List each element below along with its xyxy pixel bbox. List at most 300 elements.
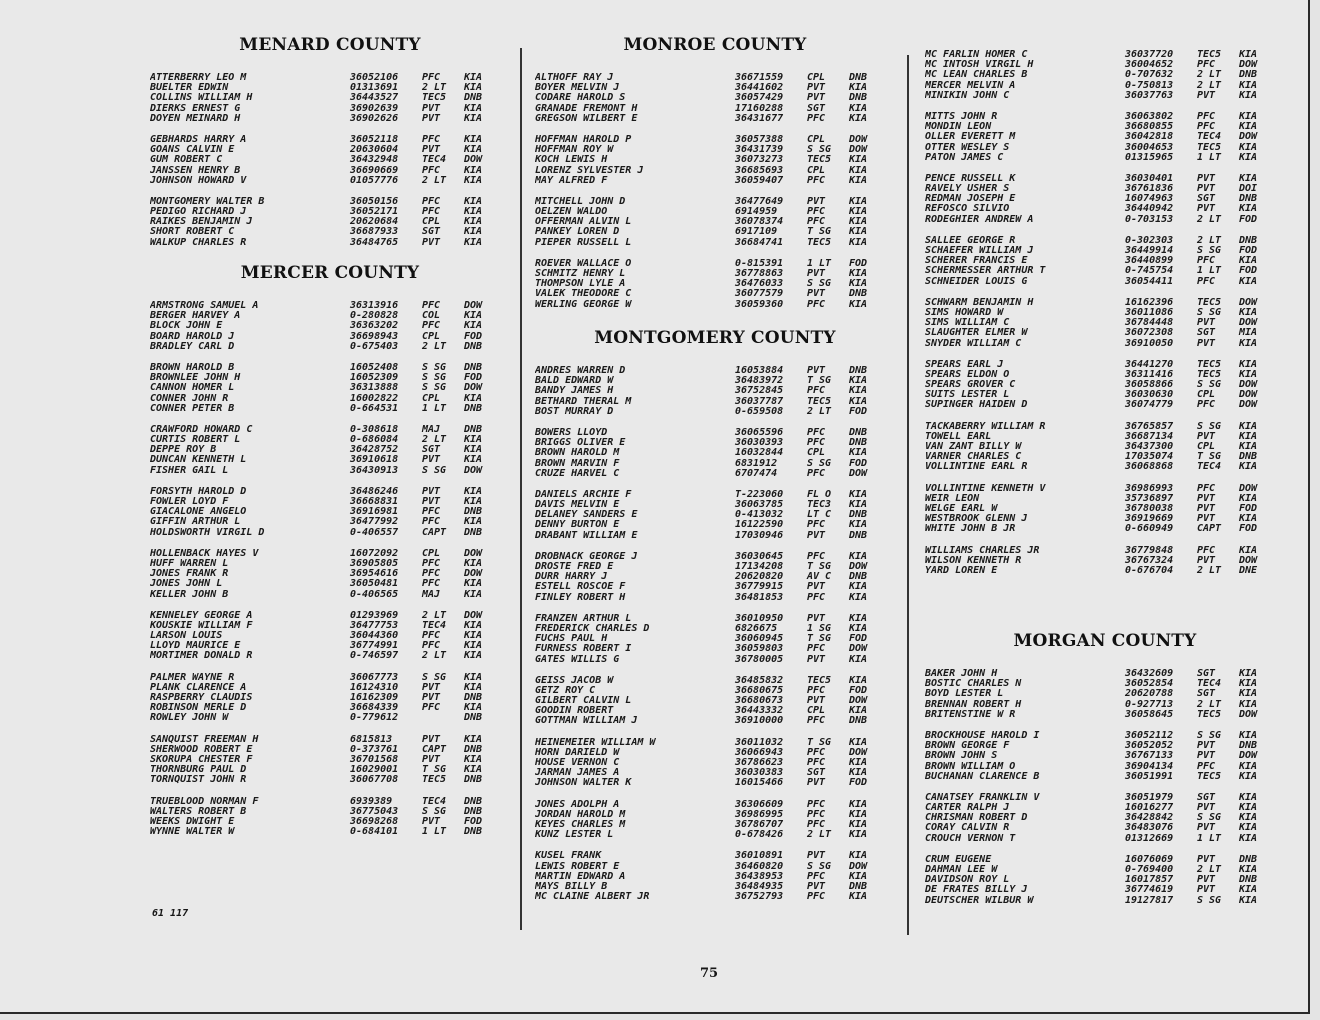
casualty-name: CARTER RALPH J [925,803,1010,814]
serial-number: 36774991 [350,640,399,652]
casualty-name: CROUCH VERNON T [925,833,1016,844]
casualty-status: KIA [1239,172,1258,184]
casualty-row [150,641,510,651]
casualty-status: KIA [1239,513,1258,525]
casualty-status: KIA [849,653,868,665]
casualty-row [150,528,510,538]
rank: T SG [807,633,832,645]
casualty-name: SLAUGHTER ELMER W [925,328,1028,339]
serial-number: 36052854 [1125,678,1174,690]
casualty-status: FOD [1239,245,1258,256]
casualty-status: KIA [1239,492,1258,504]
casualty-row [535,800,895,810]
casualty-status: FOD [464,372,483,384]
serial-number: 36698268 [350,815,399,827]
rank: S SG [422,805,447,817]
casualty-status: KIA [1239,430,1258,442]
casualty-status: KIA [849,891,868,903]
serial-number: 36443527 [350,92,399,104]
casualty-row [150,765,510,775]
casualty-row [925,298,1285,308]
casualty-name: JOHNSON HOWARD V [150,175,247,186]
county-title: MONTGOMERY COUNTY [594,328,836,348]
rank: PVT [1197,203,1216,215]
serial-number: 0-675403 [350,340,399,352]
casualty-status: DNB [849,715,868,727]
record-group [150,487,510,538]
casualty-status: KIA [1239,337,1258,349]
casualty-name: DELANEY SANDERS E [535,510,638,521]
casualty-row [925,204,1285,214]
serial-number: 16052309 [350,372,399,384]
serial-number: 16162309 [350,692,399,703]
casualty-status: DNB [464,743,483,755]
casualty-row [535,820,895,830]
casualty-name: BRIGGS OLIVER E [535,438,626,449]
casualty-status: FOD [1239,502,1258,514]
rank: SGT [422,226,441,238]
rank: 2 LT [422,650,447,662]
rank: PVT [422,236,441,248]
casualty-row [535,686,895,696]
casualty-name: COLLINS WILLIAM H [150,93,253,104]
casualty-row [535,582,895,592]
casualty-status: FOD [849,777,868,789]
serial-number: 36460820 [735,860,784,872]
casualty-status: KIA [1239,89,1258,101]
casualty-row [150,425,510,435]
rank: MAJ [422,588,441,600]
casualty-row [925,432,1285,442]
casualty-status: KIA [1239,544,1258,556]
casualty-status: DOW [464,568,483,580]
casualty-row [535,572,895,582]
rank: PVT [1197,430,1216,442]
rank: PVT [1197,884,1216,896]
casualty-status: FOD [849,405,868,417]
casualty-name: DIERKS ERNEST G [150,103,241,114]
casualty-name: THORNBURG PAUL D [150,765,247,776]
casualty-name: RODEGHIER ANDREW A [925,214,1034,225]
county-section [150,31,510,259]
serial-number: 36483076 [1125,822,1174,834]
rank: PFC [807,298,826,310]
casualty-status: DNB [849,72,868,83]
rank: PVT [422,112,441,124]
casualty-row [535,778,895,788]
casualty-name: MC FARLIN HOMER C [925,50,1028,60]
rank: TEC5 [1197,358,1222,370]
casualty-status: DOW [464,300,483,311]
rank: 2 LT [1197,79,1222,91]
casualty-status: KIA [1239,255,1258,267]
casualty-row [535,259,895,269]
serial-number: 36477992 [350,516,399,528]
casualty-status: DOW [849,695,868,707]
casualty-status: DOW [849,860,868,872]
casualty-status: KIA [849,519,868,531]
casualty-status: DNB [464,826,483,838]
casualty-status: KIA [1239,461,1258,473]
casualty-row [925,885,1285,895]
casualty-row [925,710,1285,720]
casualty-row [535,428,895,438]
casualty-status: KIA [464,516,483,528]
rank: PFC [807,643,826,655]
county-section [535,324,895,913]
serial-number: 6826675 [735,622,778,634]
rank: TEC5 [1197,49,1222,60]
casualty-name: OLLER EVERETT M [925,132,1016,143]
record-group [925,112,1285,163]
casualty-row [535,634,895,644]
rank: PFC [807,798,826,810]
casualty-row [535,768,895,778]
casualty-name: KOUSKIE WILLIAM F [150,620,253,631]
casualty-name: DAVIS MELVIN E [535,500,620,511]
casualty-status: KIA [849,757,868,768]
record-group [535,851,895,902]
casualty-row [535,614,895,624]
rank: PFC [807,174,826,186]
casualty-status: DNB [1239,853,1258,865]
casualty-status: KIA [1239,151,1258,163]
rank: S SG [422,361,447,373]
county-title: MERCER COUNTY [240,263,420,283]
casualty-row [925,266,1285,276]
casualty-status: KIA [1239,358,1258,370]
casualty-status: KIA [1239,678,1258,690]
casualty-name: SUPINGER HAIDEN D [925,400,1028,411]
casualty-row [150,227,510,237]
casualty-name: GIACALONE ANGELO [150,507,247,518]
casualty-row [925,112,1285,122]
casualty-name: CRUZE HARVEL C [535,468,620,479]
casualty-name: GATES WILLIS G [535,654,620,665]
casualty-row [925,390,1285,400]
serial-number: 36052106 [350,72,399,83]
footer-code: 61 117 [152,908,189,919]
serial-number: 6914959 [735,206,778,218]
casualty-name: PLANK CLARENCE A [150,682,247,693]
serial-number: 36778863 [735,268,784,279]
casualty-name: CURTIS ROBERT L [150,435,241,446]
casualty-name: FORSYTH HAROLD D [150,486,247,497]
serial-number: 36701568 [350,753,399,765]
serial-number: 36761836 [1125,183,1174,195]
rank: PVT [1197,554,1216,566]
casualty-name: JOHNSON WALTER K [535,778,632,789]
rank: PFC [1197,544,1216,556]
casualty-status: DNB [849,529,868,541]
casualty-status: DNB [464,774,483,786]
casualty-status: KIA [849,375,868,387]
casualty-row [925,731,1285,741]
casualty-row [925,813,1285,823]
casualty-status: KIA [464,216,483,228]
casualty-status: KIA [849,236,868,248]
casualty-status: DOW [464,154,483,166]
serial-number: 36050481 [350,578,399,590]
casualty-name: BUELTER EDWIN [150,83,229,94]
casualty-name: JARMAN JAMES A [535,768,620,779]
serial-number: 36476033 [735,278,784,290]
serial-number: 36313916 [350,300,399,311]
record-group [150,549,510,600]
record-group [150,363,510,414]
casualty-status: KIA [849,850,868,862]
serial-number: 36752845 [735,385,784,397]
rank: PFC [422,702,441,714]
record-group [535,614,895,665]
casualty-row [150,693,510,703]
casualty-status: DNB [849,437,868,449]
casualty-row [535,386,895,396]
serial-number: 16122590 [735,519,784,531]
serial-number: 0-703153 [1125,213,1174,225]
casualty-status: KIA [464,640,483,652]
casualty-status: DOW [1239,59,1258,71]
serial-number: 36044360 [350,630,399,642]
casualty-row [150,713,510,723]
casualty-status: KIA [1239,802,1258,814]
rank: SGT [422,444,441,456]
casualty-name: WYNNE WALTER W [150,827,235,838]
casualty-name: ANDRES WARREN D [535,366,626,376]
serial-number: 36786707 [735,818,784,830]
casualty-name: BROWN HAROLD B [150,362,235,373]
casualty-name: OTTER WESLEY S [925,142,1010,153]
rank: PFC [807,808,826,820]
serial-number: 36010950 [735,612,784,624]
serial-number: 36052171 [350,206,399,218]
casualty-status: KIA [849,736,868,748]
casualty-row [150,755,510,765]
rank: PVT [422,681,441,693]
casualty-status: DNB [464,526,483,538]
rank: CPL [1197,389,1216,401]
rank: S SG [422,382,447,394]
casualty-row [150,301,510,311]
serial-number: 36065596 [735,426,784,438]
casualty-name: SPEARS GROVER C [925,380,1016,391]
serial-number: 0-676704 [1125,564,1174,576]
casualty-name: DAVIDSON ROY L [925,875,1010,886]
casualty-row [150,93,510,103]
rank: CPL [1197,441,1216,452]
casualty-name: PEDIGO RICHARD J [150,207,247,218]
rank: 2 LT [422,609,447,621]
serial-number: 17134208 [735,561,784,572]
serial-number: 36786623 [735,757,784,768]
casualty-name: RAIKES BENJAMIN J [150,217,253,228]
casualty-status: KIA [464,195,483,207]
serial-number: 36774619 [1125,884,1174,896]
casualty-name: KUNZ LESTER L [535,830,614,841]
casualty-name: MAYS BILLY B [535,881,608,892]
rank: PFC [807,437,826,449]
casualty-name: SCHNEIDER LOUIS G [925,276,1028,287]
serial-number: 36058866 [1125,379,1174,391]
casualty-row [925,514,1285,524]
rank: PFC [422,133,441,145]
casualty-status: KIA [1239,894,1258,906]
casualty-name: SUITS LESTER L [925,390,1010,401]
casualty-name: YARD LOREN E [925,565,998,576]
rank: CPL [807,133,826,145]
casualty-row [535,207,895,217]
serial-number: 20620788 [1125,688,1174,700]
casualty-name: BLOCK JOHN E [150,321,223,332]
casualty-row [150,735,510,745]
record-group [925,50,1285,101]
rank: S SG [807,144,832,156]
serial-number: 36484765 [350,236,399,248]
casualty-row [925,339,1285,349]
casualty-name: BROWNLEE JOHN H [150,373,241,384]
casualty-status: DNB [1239,193,1258,205]
casualty-row [925,865,1285,875]
casualty-name: DAHMAN LEE W [925,865,998,875]
serial-number: 36437300 [1125,441,1174,452]
casualty-status: KIA [849,206,868,218]
casualty-row [925,236,1285,246]
serial-number: 0-664531 [350,402,399,414]
casualty-name: VOLLINTINE KENNETH V [925,483,1046,494]
rank: PFC [422,506,441,518]
casualty-status: DNB [464,805,483,817]
casualty-status: KIA [849,174,868,186]
rank: CPL [422,330,441,342]
casualty-status: KIA [464,310,483,322]
casualty-row [150,176,510,186]
casualty-name: DANIELS ARCHIE F [535,489,632,500]
rank: PFC [807,870,826,882]
rank: PFC [1197,482,1216,494]
casualty-status: DOW [1239,750,1258,762]
casualty-row [535,758,895,768]
serial-number: 16015466 [735,777,784,789]
casualty-row [150,487,510,497]
serial-number: 01313691 [350,82,399,94]
casualty-name: KEYES CHARLES M [535,819,626,830]
serial-number: 36067773 [350,671,399,683]
casualty-row [150,217,510,227]
rank: TEC5 [422,92,447,104]
rank [422,713,464,723]
rank: PFC [807,216,826,228]
casualty-status: KIA [849,216,868,228]
casualty-name: LEWIS ROBERT E [535,861,620,872]
casualty-status: KIA [1239,668,1258,679]
rank: SGT [1197,688,1216,700]
rank: PVT [807,529,826,541]
casualty-status: KIA [1239,791,1258,803]
rank: TEC4 [1197,131,1222,143]
serial-number: 36052052 [1125,740,1174,752]
casualty-row [535,738,895,748]
casualty-row [925,524,1285,534]
casualty-name: LORENZ SYLVESTER J [535,165,644,176]
casualty-status: KIA [1239,121,1258,133]
casualty-status: MIA [1239,327,1258,339]
casualty-status: KIA [1239,203,1258,215]
casualty-name: BRITENSTINE W R [925,709,1016,720]
rank: PVT [1197,874,1216,886]
casualty-row [150,455,510,465]
casualty-status: DOW [1239,379,1258,391]
casualty-status: KIA [464,434,483,446]
rank: PFC [422,206,441,218]
serial-number: 20620684 [350,216,399,228]
rank: CPL [807,164,826,176]
casualty-row [535,562,895,572]
serial-number: 36037720 [1125,49,1174,60]
casualty-name: CANNON HOMER L [150,383,235,394]
rank: PVT [1197,822,1216,834]
serial-number: 36051979 [1125,791,1174,803]
casualty-status: KIA [464,444,483,456]
casualty-name: GETZ ROY C [535,685,596,696]
casualty-status: DOW [849,643,868,655]
casualty-row [925,896,1285,906]
rank: TEC5 [807,395,832,407]
record-group [150,301,510,352]
casualty-name: REDMAN JOSEPH E [925,194,1016,205]
casualty-name: MC INTOSH VIRGIL H [925,60,1034,71]
casualty-status: DNB [464,692,483,703]
serial-number: 0-779612 [350,712,399,724]
serial-number: 0-815391 [735,257,784,269]
casualty-name: SIMS WILLIAM C [925,318,1010,329]
rank: PFC [807,467,826,479]
casualty-row [535,748,895,758]
serial-number: 36954616 [350,568,399,580]
casualty-row [150,497,510,507]
casualty-status: FOD [849,257,868,269]
casualty-status: KIA [464,496,483,507]
rank: PFC [807,519,826,531]
casualty-name: ALTHOFF RAY J [535,73,614,83]
casualty-row [925,370,1285,380]
casualty-status: KIA [1239,822,1258,834]
rank: PVT [422,692,441,703]
county-section [535,31,895,321]
casualty-name: BAKER JOHN H [925,669,998,679]
casualty-name: GIFFIN ARTHUR L [150,517,241,528]
serial-number: 36057429 [735,92,784,104]
record-group [535,428,895,479]
casualty-name: GOODIN ROBERT [535,706,614,717]
casualty-name: LLOYD MAURICE E [150,641,241,652]
rank: 1 LT [422,826,447,838]
casualty-name: OELZEN WALDO [535,207,608,218]
casualty-row [535,500,895,510]
casualty-name: BOYD LESTER L [925,689,1004,700]
serial-number: 36684339 [350,702,399,714]
casualty-name: MONDIN LEON [925,122,992,133]
rank: PFC [422,300,441,311]
casualty-status: DOW [849,746,868,758]
casualty-row [925,803,1285,813]
rank: PFC [807,385,826,397]
rank: S SG [1197,245,1222,256]
serial-number: 36698943 [350,330,399,342]
casualty-name: ROBINSON MERLE D [150,703,247,714]
casualty-status: KIA [464,72,483,83]
casualty-status: KIA [849,154,868,166]
serial-number: 36986993 [1125,482,1174,494]
